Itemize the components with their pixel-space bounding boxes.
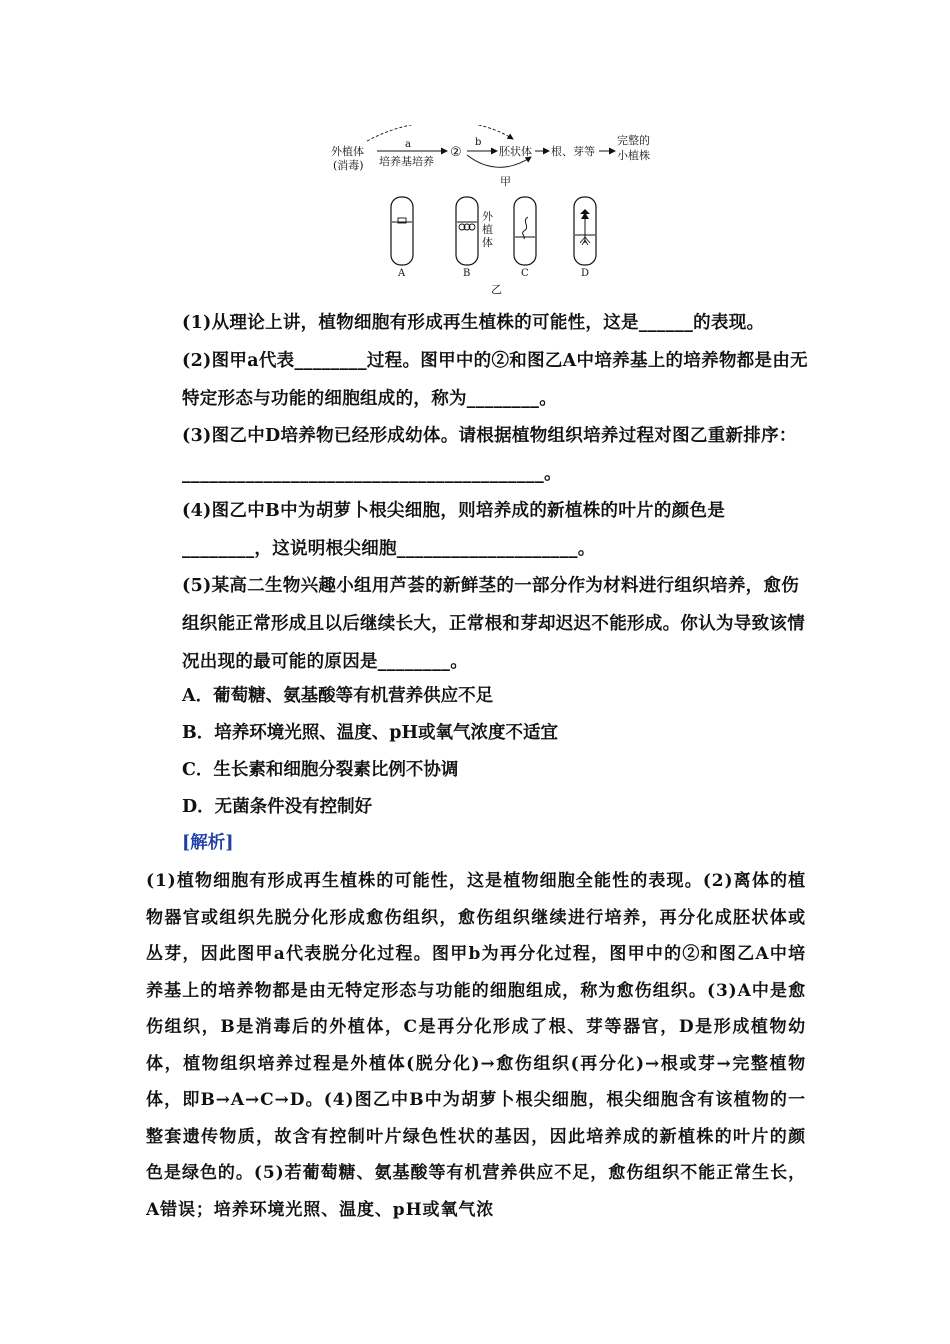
svg-text:植: 植: [482, 223, 493, 236]
svg-text:D: D: [581, 268, 590, 279]
tissue-culture-figure: [325, 125, 685, 300]
option-d: D．无菌条件没有控制好: [182, 797, 373, 817]
embryoid-label: 胚状体: [499, 145, 532, 158]
figure-jia-caption: 甲: [500, 175, 511, 188]
question-3: (3)图乙中D培养物已经形成幼体。请根据植物组织培养过程对图乙重新排序：________________________________________。: [182, 426, 797, 484]
callus-circle-2: ②: [450, 145, 462, 160]
question-1: (1)从理论上讲，植物细胞有形成再生植株的可能性，这是______的表现。: [182, 313, 765, 333]
question-2: (2)图甲a代表________过程。图甲中的②和图乙A中培养基上的培养物都是由无特定形态与功能的细胞组成的，称为________。: [182, 351, 808, 409]
flow-start-sub: (消毒): [333, 159, 364, 172]
option-a: A．葡萄糖、氨基酸等有机营养供应不足: [182, 686, 494, 706]
tube-c: [514, 197, 536, 279]
arrow-a-sublabel: 培养基培养: [379, 155, 434, 168]
dashed-curve-arrow: [367, 125, 513, 141]
plant-label-line1: 完整的: [617, 134, 650, 147]
plant-label-line2: 小植株: [617, 149, 650, 162]
figure-svg: [325, 125, 685, 300]
tube-b: [456, 197, 478, 279]
svg-text:体: 体: [482, 236, 493, 249]
arrow-b-label: b: [475, 137, 482, 148]
analysis-title: [解析]: [182, 833, 234, 853]
tube-a: [391, 197, 413, 279]
option-b: B．培养环境光照、温度、pH或氧气浓度不适宜: [182, 723, 559, 743]
root-shoot-label: 根、芽等: [551, 145, 595, 158]
analysis-text: [146, 863, 806, 1228]
analysis-paragraph: (1)植物细胞有形成再生植株的可能性，这是植物细胞全能性的表现。(2)离体的植物器官或组织先脱分化形成愈伤组织，愈伤组织继续进行培养，再分化成胚状体或丛芽，因此图甲a代表脱分化过程。图甲b为再分化过程，图甲中的②和图乙A中培养基上的培养物都是由无特定形态与功能的细胞组成，称为愈伤组织。(3)A中是愈伤组织，B是消毒后的外植体，C是再分化形成了根、芽等器官，D是形成植物幼体，植物组织培养过程是外植体(脱分化)→愈伤组织(再分化)→根或芽→完整植物体，即B→A→C→D。(4)图乙中B中为胡萝卜根尖细胞，根尖细胞含有该植物的一整套遗传物质，故含有控制叶片绿色性状的基因，因此培养成的新植株的叶片的颜色是绿色的。(5)若葡萄糖、氨基酸等有机营养供应不足，愈伤组织不能正常生长，A错误；培养环境光照、温度、pH或氧气浓: [146, 871, 806, 1220]
svg-text:外: 外: [482, 210, 493, 223]
flow-start-label: 外植体: [331, 145, 364, 158]
arrow-a-label: a: [405, 139, 411, 150]
option-c: C．生长素和细胞分裂素比例不协调: [182, 760, 459, 780]
question-5: (5)某高二生物兴趣小组用芦荟的新鲜茎的一部分作为材料进行组织培养，愈伤组织能正常形成且以后继续长大，正常根和芽却迟迟不能形成。你认为导致该情况出现的最可能的原因是________。: [182, 576, 805, 672]
svg-text:A: A: [398, 268, 406, 279]
svg-text:C: C: [521, 268, 529, 279]
figure-yi-caption: 乙: [491, 283, 502, 296]
tube-d: [574, 197, 596, 279]
svg-text:B: B: [463, 268, 471, 279]
explant-vertical-label: [482, 209, 494, 249]
question-4: (4)图乙中B中为胡萝卜根尖细胞，则培养成的新植株的叶片的颜色是________，这说明根尖细胞____________________。: [182, 501, 726, 559]
